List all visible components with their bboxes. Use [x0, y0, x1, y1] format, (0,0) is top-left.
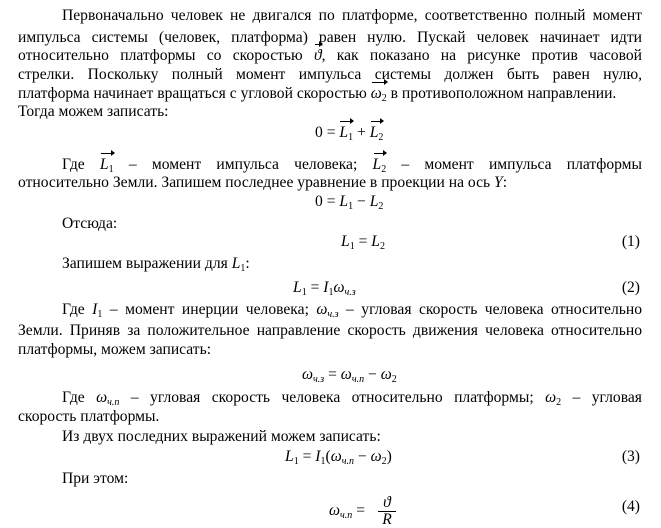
equation-4-fraction — [378, 495, 396, 528]
paragraph-5-line-3: платформы, можем записать: — [18, 341, 212, 358]
fraction-denominator: R — [382, 511, 392, 528]
paragraph-1-line-5: платформа начинает вращаться с угловой скоростью $\omega_2$ в противоположном направлении. — [18, 85, 617, 104]
equation-3: $L_1 = I_1(\omega_{ч.п} - \omega_2)$ — [285, 448, 392, 467]
equation-number-4: (4) — [621, 498, 640, 515]
theta-vector-symbol: ϑ — [313, 47, 322, 64]
equation-2: $L_1 = I_1\omega_{ч.з}$ — [293, 279, 356, 298]
paragraph-1-line-2: импульса системы (человек, платформа) равен нулю. Пускай человек начинает идти — [18, 29, 642, 46]
paragraph-2-line-2: относительно Земли. Запишем последнее уравнение в проекции на ось Y: — [18, 174, 508, 191]
omega2-vector-symbol: $\omega_2$ — [370, 85, 387, 104]
fraction-numerator: ϑ — [383, 494, 391, 511]
paragraph-2-line-1: Где $L_1$ – момент импульса человека; $L_2$ – момент импульса платформы — [62, 156, 643, 175]
equation-number-1: (1) — [621, 233, 640, 250]
equation-number-3: (3) — [621, 448, 640, 465]
paragraph-6-line-2: скорость платформы. — [18, 408, 160, 425]
paragraph-4: Запишем выражении для $L_1$: — [62, 255, 250, 274]
paragraph-1-line-1: Первоначально человек не двигался по платформе, соответственно полный момент — [62, 7, 642, 24]
equation-angular-velocity-relation: $\omega_{ч.з} = \omega_{ч.п} - \omega_2$ — [302, 366, 397, 385]
paragraph-5-line-2: Земли. Приняв за положительное направление скорость движения человека относительно — [18, 322, 642, 339]
paragraph-1-line-3: относительно платформы со скоростью ϑ, как показано на рисунке против часовой — [18, 47, 643, 64]
paragraph-3: Отсюда: — [62, 215, 118, 232]
equation-momentum-projection: $0 = L_1 - L_2$ — [315, 193, 384, 212]
paragraph-5-line-1: Где $I_1$ – момент инерции человека; $\omega_{ч.з}$ – угловая скорость человека относительно — [62, 301, 642, 320]
paragraph-6-line-1: Где $\omega_{ч.п}$ – угловая скорость человека относительно платформы; $\omega_2$ – угловая — [62, 389, 642, 408]
equation-momentum-vector-sum: $0 = L_1 + L_2$ — [315, 124, 384, 143]
paragraph-8: При этом: — [62, 470, 129, 487]
equation-1: $L_1 = L_2$ — [341, 233, 385, 252]
paragraph-7: Из двух последних выражений можем записать: — [62, 428, 381, 445]
paragraph-1-line-4: стрелки. Поскольку полный момент импульса системы должен быть равен нулю, — [18, 66, 642, 83]
equation-4-lhs: $\omega_{ч.п}$ = — [329, 502, 365, 521]
equation-number-2: (2) — [621, 279, 640, 296]
paragraph-1-line-6: Тогда можем записать: — [18, 103, 169, 120]
